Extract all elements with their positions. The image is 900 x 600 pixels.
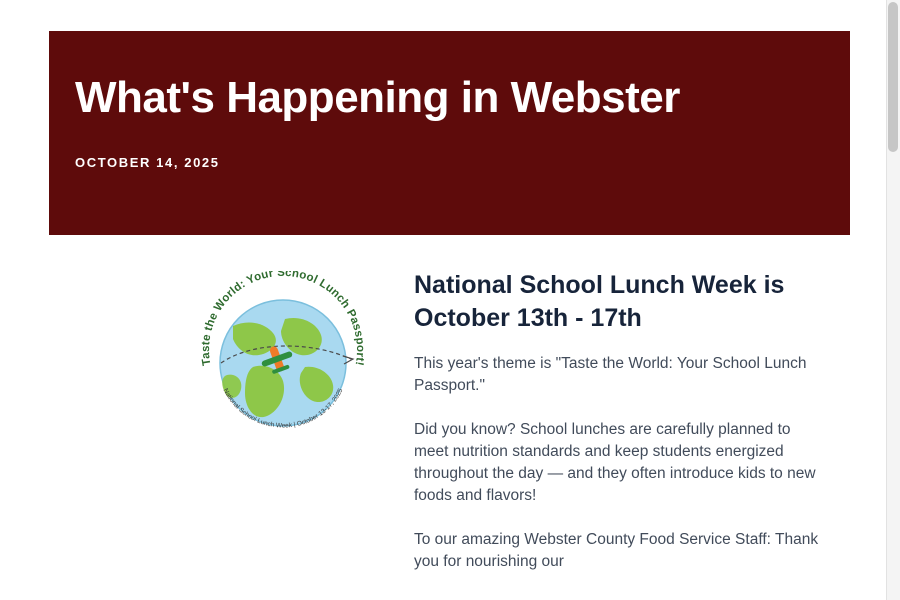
- globe-icon: [193, 271, 373, 451]
- newsletter-header: [49, 31, 850, 235]
- newsletter-date: OCTOBER 14, 2025: [75, 155, 220, 170]
- scrollbar-thumb[interactable]: [888, 2, 898, 152]
- page-scrollbar[interactable]: [886, 0, 900, 600]
- article-paragraph: Did you know? School lunches are carefully planned to meet nutrition standards and keep students energized throughout the day — and they often introduce kids to new foods and flavors!: [414, 421, 816, 504]
- newsletter-container: [49, 31, 850, 573]
- article: [49, 235, 850, 573]
- article-body: [410, 269, 824, 573]
- globe-lunch-passport-logo: [193, 271, 373, 451]
- article-paragraph: To our amazing Webster County Food Service Staff: Thank you for nourishing our: [414, 531, 819, 570]
- article-paragraph: This year's theme is "Taste the World: Your School Lunch Passport.": [414, 355, 807, 394]
- svg-text:National School Lunch Week | O: National School Lunch Week | October 13-17, 2025: [221, 387, 345, 430]
- svg-text:Taste the World: Your School L: Taste the World: Your School Lunch Passport!: [199, 271, 367, 367]
- page-title: What's Happening in Webster: [75, 73, 680, 122]
- article-media: [75, 269, 410, 573]
- article-title: National School Lunch Week is October 13th - 17th: [414, 271, 785, 332]
